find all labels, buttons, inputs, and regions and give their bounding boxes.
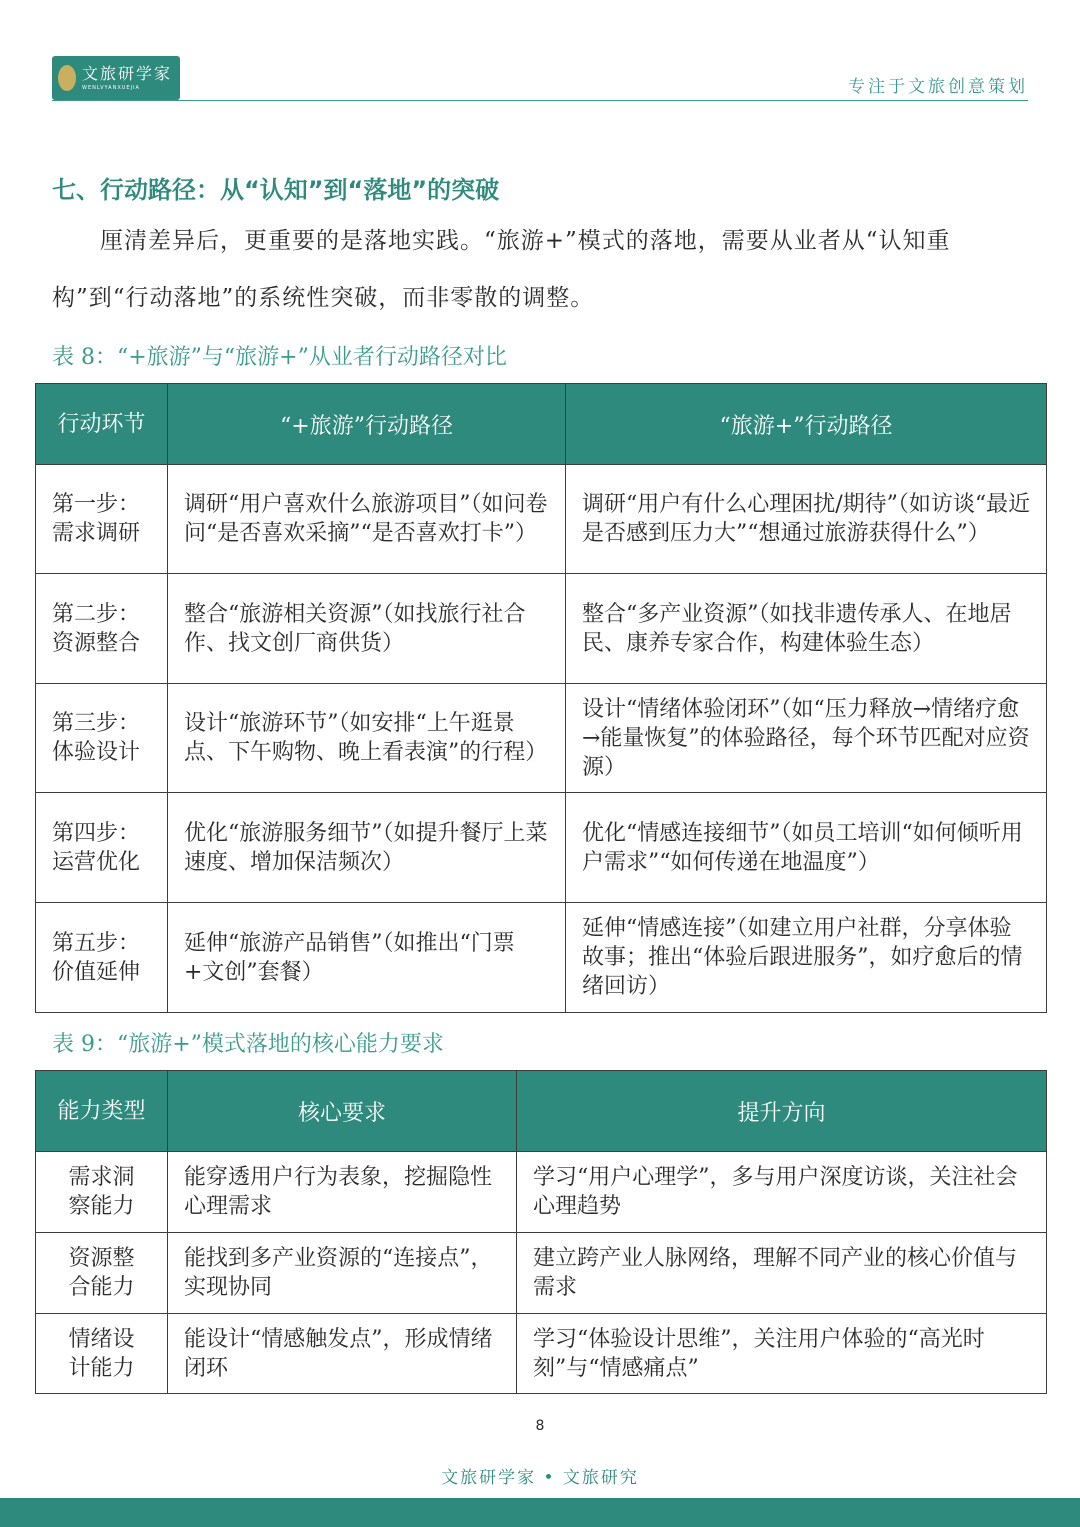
table9-caption: 表 9：“旅游+”模式落地的核心能力要求 [52, 1032, 444, 1057]
header-cell: 提升方向 [517, 1071, 1047, 1152]
tourism-plus-cell: 设计“情绪体验闭环”（如“压力释放→情绪疗愈→能量恢复”的体验路径，每个环节匹配对应资源） [566, 684, 1047, 793]
logo-subtext: WENLVYANXUEJIA [82, 84, 140, 91]
capability-cell: 情绪设计能力 [36, 1314, 168, 1394]
page-number: 8 [535, 1418, 545, 1434]
requirement-cell: 能设计“情感触发点”，形成情绪闭环 [168, 1314, 517, 1394]
step-cell: 第五步：价值延伸 [36, 903, 168, 1013]
table-row [36, 684, 1047, 793]
table-header-row [36, 384, 1047, 465]
tourism-plus-cell: 调研“用户有什么心理困扰/期待”（如访谈“最近是否感到压力大”“想通过旅游获得什么”） [566, 465, 1047, 574]
step-cell: 第一步：需求调研 [36, 465, 168, 574]
plus-tourism-cell: 延伸“旅游产品销售”（如推出“门票+文创”套餐） [168, 903, 566, 1013]
brand-logo [52, 56, 180, 100]
table-row [36, 1233, 1047, 1314]
improvement-cell: 学习“用户心理学”，多与用户深度访谈，关注社会心理趋势 [517, 1152, 1047, 1233]
table-row [36, 1314, 1047, 1394]
footer-bar [0, 1498, 1080, 1527]
header-cell: “+旅游”行动路径 [168, 384, 566, 465]
plus-tourism-cell: 调研“用户喜欢什么旅游项目”（如问卷问“是否喜欢采摘”“是否喜欢打卡”） [168, 465, 566, 574]
requirement-cell: 能找到多产业资源的“连接点”，实现协同 [168, 1233, 517, 1314]
capability-cell: 需求洞察能力 [36, 1152, 168, 1233]
table-row [36, 574, 1047, 684]
header-slogan: 专注于文旅创意策划 [848, 77, 1028, 97]
tourism-plus-cell: 整合“多产业资源”（如找非遗传承人、在地居民、康养专家合作，构建体验生态） [566, 574, 1047, 684]
header-cell: 行动环节 [36, 384, 168, 465]
improvement-cell: 学习“体验设计思维”，关注用户体验的“高光时刻”与“情感痛点” [517, 1314, 1047, 1394]
intro-paragraph: 厘清差异后，更重要的是落地实践。“旅游+”模式的落地，需要从业者从“认知重构”到“行动落地”的系统性突破，而非零散的调整。 [52, 228, 951, 311]
plus-tourism-cell: 优化“旅游服务细节”（如提升餐厅上菜速度、增加保洁频次） [168, 793, 566, 903]
improvement-cell: 建立跨产业人脉网络，理解不同产业的核心价值与需求 [517, 1233, 1047, 1314]
plus-tourism-cell: 整合“旅游相关资源”（如找旅行社合作、找文创厂商供货） [168, 574, 566, 684]
step-cell: 第三步：体验设计 [36, 684, 168, 793]
table-row [36, 465, 1047, 574]
logo-name: 文旅研学家 [82, 63, 173, 83]
tourism-plus-cell: 延伸“情感连接”（如建立用户社群，分享体验故事；推出“体验后跟进服务”，如疗愈后的情绪回访） [566, 903, 1047, 1013]
table9-core-capabilities [35, 1070, 1047, 1394]
plus-tourism-cell: 设计“旅游环节”（如安排“上午逛景点、下午购物、晚上看表演”的行程） [168, 684, 566, 793]
capability-cell: 资源整合能力 [36, 1233, 168, 1314]
header-cell: 能力类型 [36, 1071, 168, 1152]
header-divider [52, 100, 1028, 101]
footer-text: 文旅研学家 • 文旅研究 [441, 1468, 639, 1488]
table8-action-path-comparison [35, 383, 1047, 1013]
requirement-cell: 能穿透用户行为表象，挖掘隐性心理需求 [168, 1152, 517, 1233]
section-title: 七、行动路径：从“认知”到“落地”的突破 [52, 176, 500, 204]
tourism-plus-cell: 优化“情感连接细节”（如员工培训“如何倾听用户需求”“如何传递在地温度”） [566, 793, 1047, 903]
table-row [36, 903, 1047, 1013]
step-cell: 第二步：资源整合 [36, 574, 168, 684]
seed-logo-icon [58, 65, 76, 91]
step-cell: 第四步：运营优化 [36, 793, 168, 903]
table-row [36, 1152, 1047, 1233]
header-cell: 核心要求 [168, 1071, 517, 1152]
page-header [0, 0, 1080, 105]
header-cell: “旅游+”行动路径 [566, 384, 1047, 465]
table-header-row [36, 1071, 1047, 1152]
table8-caption: 表 8：“+旅游”与“旅游+”从业者行动路径对比 [52, 345, 507, 370]
table-row [36, 793, 1047, 903]
